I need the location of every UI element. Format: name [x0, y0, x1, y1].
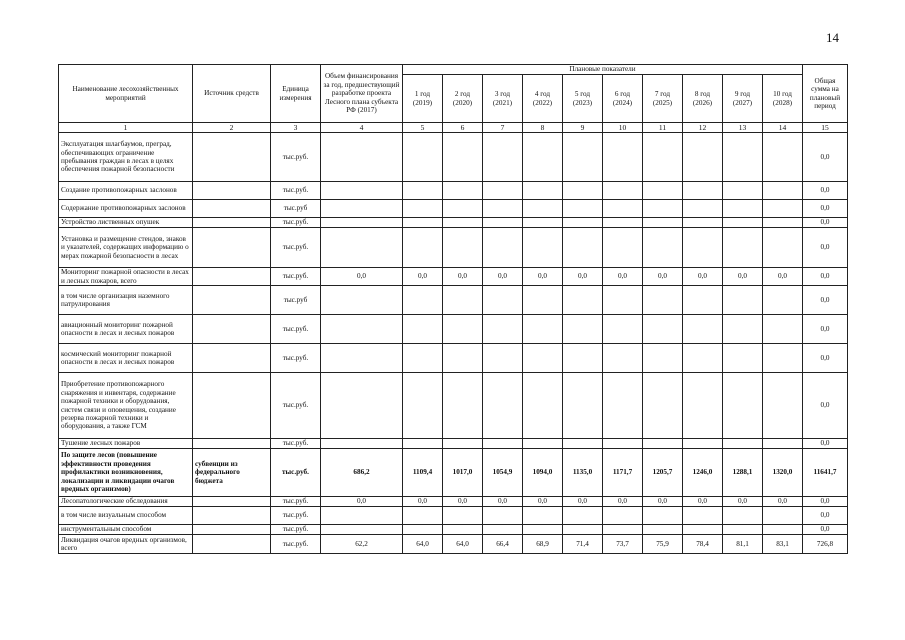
- row-source: [193, 439, 271, 449]
- row-year-value: 0,0: [443, 268, 483, 286]
- row-unit: тыс.руб.: [271, 228, 321, 268]
- row-year-value: [563, 507, 603, 525]
- table-row: [59, 228, 848, 268]
- row-year-value: [723, 525, 763, 535]
- row-year-value: [563, 525, 603, 535]
- row-source: [193, 200, 271, 218]
- row-unit: тыс.руб.: [271, 439, 321, 449]
- row-year-value: [483, 228, 523, 268]
- row-name: Эксплуатация шлагбаумов, преград, обеспечивающих ограничение пребывания граждан в лесах в целях обеспечения пожарной безопасности: [59, 133, 193, 182]
- row-year-value: [603, 133, 643, 182]
- row-year-value: 0,0: [603, 497, 643, 507]
- header-year-9: 9 год (2027): [723, 75, 763, 123]
- row-year-value: 1205,7: [643, 449, 683, 497]
- header-name: Наименование лесохозяйственных мероприятий: [59, 65, 193, 123]
- row-year-value: [683, 507, 723, 525]
- row-year-value: [603, 315, 643, 344]
- table-row: [59, 315, 848, 344]
- header-unit: Единица измерения: [271, 65, 321, 123]
- table-row: [59, 535, 848, 554]
- row-year-value: [483, 182, 523, 200]
- row-year-value: 0,0: [643, 268, 683, 286]
- row-year-value: 0,0: [483, 268, 523, 286]
- column-number: 10: [603, 123, 643, 133]
- row-year-value: [483, 439, 523, 449]
- row-year-value: [403, 439, 443, 449]
- header-volume: Объем финансирования за год, предшествующий разработке проекта Лесного плана субъекта РФ (2017): [321, 65, 403, 123]
- row-year-value: 1017,0: [443, 449, 483, 497]
- row-year-value: 71,4: [563, 535, 603, 554]
- row-total: 0,0: [803, 373, 848, 439]
- header-year-6: 6 год (2024): [603, 75, 643, 123]
- row-year-value: [603, 344, 643, 373]
- row-total: 0,0: [803, 268, 848, 286]
- row-year-value: [763, 133, 803, 182]
- row-year-value: [643, 507, 683, 525]
- row-year-value: [643, 133, 683, 182]
- row-year-value: [523, 133, 563, 182]
- row-year-value: [763, 315, 803, 344]
- row-volume: [321, 200, 403, 218]
- row-year-value: 66,4: [483, 535, 523, 554]
- row-year-value: [683, 344, 723, 373]
- row-unit: тыс.руб: [271, 200, 321, 218]
- row-volume: [321, 439, 403, 449]
- row-year-value: 0,0: [563, 497, 603, 507]
- table-row: [59, 218, 848, 228]
- row-year-value: 1054,9: [483, 449, 523, 497]
- row-year-value: [763, 182, 803, 200]
- row-total: 0,0: [803, 497, 848, 507]
- row-year-value: [403, 133, 443, 182]
- header-year-3: 3 год (2021): [483, 75, 523, 123]
- header-year-8: 8 год (2026): [683, 75, 723, 123]
- row-year-value: [763, 200, 803, 218]
- row-year-value: [603, 218, 643, 228]
- row-year-value: [723, 315, 763, 344]
- row-year-value: [643, 525, 683, 535]
- row-year-value: 64,0: [403, 535, 443, 554]
- row-year-value: 0,0: [683, 268, 723, 286]
- row-year-value: [563, 315, 603, 344]
- row-year-value: [643, 315, 683, 344]
- row-year-value: [683, 315, 723, 344]
- row-year-value: [483, 344, 523, 373]
- column-number: 4: [321, 123, 403, 133]
- row-year-value: 0,0: [403, 497, 443, 507]
- table-row: [59, 133, 848, 182]
- row-name: Ликвидация очагов вредных организмов, всего: [59, 535, 193, 554]
- table-row: [59, 449, 848, 497]
- row-year-value: 0,0: [683, 497, 723, 507]
- row-unit: тыс.руб.: [271, 133, 321, 182]
- row-year-value: [483, 525, 523, 535]
- row-unit: тыс.руб.: [271, 373, 321, 439]
- row-unit: тыс.руб.: [271, 535, 321, 554]
- row-year-value: 0,0: [763, 497, 803, 507]
- row-volume: 62,2: [321, 535, 403, 554]
- table-row: [59, 200, 848, 218]
- header-year-7: 7 год (2025): [643, 75, 683, 123]
- row-year-value: 0,0: [483, 497, 523, 507]
- row-total: 0,0: [803, 200, 848, 218]
- row-year-value: 0,0: [523, 497, 563, 507]
- row-name: Тушение лесных пожаров: [59, 439, 193, 449]
- row-year-value: 0,0: [643, 497, 683, 507]
- row-year-value: [683, 228, 723, 268]
- header-total: Общая сумма на плановый период: [803, 65, 848, 123]
- header-year-10: 10 год (2028): [763, 75, 803, 123]
- row-year-value: [723, 286, 763, 315]
- row-total: 11641,7: [803, 449, 848, 497]
- column-number: 2: [193, 123, 271, 133]
- row-year-value: [563, 133, 603, 182]
- row-year-value: [603, 439, 643, 449]
- page-number: 14: [826, 30, 839, 45]
- row-source: субвенции из федерального бюджета: [193, 449, 271, 497]
- row-source: [193, 525, 271, 535]
- row-year-value: [683, 525, 723, 535]
- row-source: [193, 497, 271, 507]
- table-row: [59, 507, 848, 525]
- row-year-value: [723, 218, 763, 228]
- row-year-value: 1246,0: [683, 449, 723, 497]
- row-unit: тыс.руб.: [271, 344, 321, 373]
- row-year-value: [603, 200, 643, 218]
- row-year-value: [563, 182, 603, 200]
- row-volume: 686,2: [321, 449, 403, 497]
- column-number: 5: [403, 123, 443, 133]
- column-number: 1: [59, 123, 193, 133]
- row-year-value: [403, 200, 443, 218]
- row-source: [193, 228, 271, 268]
- row-year-value: 1288,1: [723, 449, 763, 497]
- row-year-value: [443, 439, 483, 449]
- row-year-value: 0,0: [563, 268, 603, 286]
- row-year-value: 0,0: [523, 268, 563, 286]
- row-total: 0,0: [803, 344, 848, 373]
- row-year-value: [603, 228, 643, 268]
- forest-plan-table: [58, 64, 848, 554]
- row-year-value: [483, 373, 523, 439]
- table-row: [59, 497, 848, 507]
- row-year-value: 0,0: [443, 497, 483, 507]
- row-total: 0,0: [803, 286, 848, 315]
- column-number: 15: [803, 123, 848, 133]
- row-year-value: 68,9: [523, 535, 563, 554]
- row-source: [193, 535, 271, 554]
- column-number: 7: [483, 123, 523, 133]
- row-total: 0,0: [803, 525, 848, 535]
- row-year-value: [643, 286, 683, 315]
- row-total: 0,0: [803, 439, 848, 449]
- row-year-value: [523, 439, 563, 449]
- row-year-value: [443, 344, 483, 373]
- header-year-5: 5 год (2023): [563, 75, 603, 123]
- row-year-value: [523, 373, 563, 439]
- row-year-value: [683, 218, 723, 228]
- row-name: Установка и размещение стендов, знаков и указателей, содержащих информацию о мерах пожарной безопасности в лесах: [59, 228, 193, 268]
- row-volume: [321, 286, 403, 315]
- row-year-value: [643, 344, 683, 373]
- row-year-value: [683, 286, 723, 315]
- row-year-value: [403, 228, 443, 268]
- table-row: [59, 439, 848, 449]
- column-number: 9: [563, 123, 603, 133]
- row-total: 0,0: [803, 133, 848, 182]
- row-year-value: [563, 439, 603, 449]
- row-unit: тыс.руб.: [271, 449, 321, 497]
- row-year-value: [603, 525, 643, 535]
- row-year-value: [403, 218, 443, 228]
- table-row: [59, 525, 848, 535]
- row-year-value: [523, 286, 563, 315]
- row-year-value: [643, 439, 683, 449]
- row-name: Содержание противопожарных заслонов: [59, 200, 193, 218]
- row-year-value: [763, 228, 803, 268]
- row-name: инструментальным способом: [59, 525, 193, 535]
- row-year-value: [483, 218, 523, 228]
- row-volume: [321, 228, 403, 268]
- row-unit: тыс.руб: [271, 286, 321, 315]
- row-name: в том числе визуальным способом: [59, 507, 193, 525]
- row-year-value: [603, 286, 643, 315]
- header-planned: Плановые показатели: [403, 65, 803, 75]
- row-year-value: [603, 507, 643, 525]
- row-volume: [321, 133, 403, 182]
- row-year-value: [683, 200, 723, 218]
- row-year-value: 81,1: [723, 535, 763, 554]
- row-year-value: 75,9: [643, 535, 683, 554]
- row-year-value: [523, 507, 563, 525]
- row-year-value: [403, 373, 443, 439]
- row-year-value: [723, 228, 763, 268]
- row-year-value: [683, 373, 723, 439]
- column-number: 14: [763, 123, 803, 133]
- row-year-value: [403, 315, 443, 344]
- row-year-value: [443, 315, 483, 344]
- row-source: [193, 133, 271, 182]
- row-year-value: [643, 182, 683, 200]
- row-year-value: [723, 133, 763, 182]
- row-year-value: [403, 525, 443, 535]
- row-total: 726,8: [803, 535, 848, 554]
- row-total: 0,0: [803, 218, 848, 228]
- row-volume: [321, 315, 403, 344]
- row-volume: [321, 218, 403, 228]
- row-total: 0,0: [803, 507, 848, 525]
- row-year-value: [483, 200, 523, 218]
- row-unit: тыс.руб.: [271, 315, 321, 344]
- row-year-value: [723, 200, 763, 218]
- row-year-value: [403, 182, 443, 200]
- row-name: Приобретение противопожарного снаряжения и инвентаря, содержание пожарной техники и оборудования, систем связи и оповещения, создание резерва пожарной техники и оборудования, а также ГСМ: [59, 373, 193, 439]
- row-year-value: [523, 315, 563, 344]
- row-year-value: [483, 507, 523, 525]
- row-unit: тыс.руб.: [271, 525, 321, 535]
- row-unit: тыс.руб.: [271, 507, 321, 525]
- column-number: 12: [683, 123, 723, 133]
- row-year-value: 78,4: [683, 535, 723, 554]
- row-name: в том числе организация наземного патрулирования: [59, 286, 193, 315]
- row-year-value: [683, 133, 723, 182]
- row-source: [193, 286, 271, 315]
- row-year-value: [483, 315, 523, 344]
- row-year-value: 1320,0: [763, 449, 803, 497]
- row-year-value: 0,0: [603, 268, 643, 286]
- row-year-value: [523, 344, 563, 373]
- row-year-value: [483, 133, 523, 182]
- row-year-value: [603, 373, 643, 439]
- row-volume: [321, 507, 403, 525]
- row-name: По защите лесов (повышение эффективности проведения профилактики возникновения, локализации и ликвидации очагов вредных организмов): [59, 449, 193, 497]
- row-year-value: [443, 218, 483, 228]
- row-year-value: [763, 373, 803, 439]
- row-name: Лесопатологические обследования: [59, 497, 193, 507]
- row-year-value: [403, 344, 443, 373]
- row-year-value: [563, 373, 603, 439]
- row-year-value: [443, 182, 483, 200]
- table-row: [59, 182, 848, 200]
- row-year-value: [643, 218, 683, 228]
- row-name: Мониторинг пожарной опасности в лесах и лесных пожаров, всего: [59, 268, 193, 286]
- row-year-value: [763, 344, 803, 373]
- row-year-value: [683, 439, 723, 449]
- column-number: 8: [523, 123, 563, 133]
- row-year-value: [443, 133, 483, 182]
- row-total: 0,0: [803, 228, 848, 268]
- table-row: [59, 268, 848, 286]
- row-year-value: [563, 286, 603, 315]
- row-volume: 0,0: [321, 268, 403, 286]
- row-year-value: 0,0: [403, 268, 443, 286]
- row-source: [193, 507, 271, 525]
- column-number: 13: [723, 123, 763, 133]
- row-volume: [321, 373, 403, 439]
- row-year-value: [563, 228, 603, 268]
- row-year-value: [563, 218, 603, 228]
- row-year-value: [763, 286, 803, 315]
- row-name: космический мониторинг пожарной опасности в лесах и лесных пожаров: [59, 344, 193, 373]
- row-year-value: [403, 507, 443, 525]
- table-row: [59, 373, 848, 439]
- row-year-value: [523, 228, 563, 268]
- row-volume: [321, 525, 403, 535]
- row-year-value: [643, 228, 683, 268]
- row-year-value: [643, 200, 683, 218]
- row-unit: тыс.руб.: [271, 218, 321, 228]
- row-unit: тыс.руб.: [271, 182, 321, 200]
- row-year-value: [443, 200, 483, 218]
- row-year-value: [723, 373, 763, 439]
- row-source: [193, 344, 271, 373]
- row-year-value: 0,0: [723, 497, 763, 507]
- row-year-value: [763, 218, 803, 228]
- row-year-value: [483, 286, 523, 315]
- row-volume: [321, 344, 403, 373]
- row-year-value: 0,0: [763, 268, 803, 286]
- column-number: 6: [443, 123, 483, 133]
- row-year-value: [443, 228, 483, 268]
- row-year-value: [643, 373, 683, 439]
- row-source: [193, 218, 271, 228]
- row-year-value: 1109,4: [403, 449, 443, 497]
- header-year-1: 1 год (2019): [403, 75, 443, 123]
- row-total: 0,0: [803, 315, 848, 344]
- row-source: [193, 315, 271, 344]
- row-year-value: [683, 182, 723, 200]
- row-name: авиационный мониторинг пожарной опасности в лесах и лесных пожаров: [59, 315, 193, 344]
- row-volume: 0,0: [321, 497, 403, 507]
- row-year-value: [523, 182, 563, 200]
- row-year-value: [723, 507, 763, 525]
- row-year-value: [723, 439, 763, 449]
- row-total: 0,0: [803, 182, 848, 200]
- row-year-value: 73,7: [603, 535, 643, 554]
- row-year-value: [443, 507, 483, 525]
- row-year-value: [523, 200, 563, 218]
- column-number: 3: [271, 123, 321, 133]
- row-year-value: 1135,0: [563, 449, 603, 497]
- row-source: [193, 373, 271, 439]
- row-year-value: [763, 439, 803, 449]
- row-unit: тыс.руб.: [271, 268, 321, 286]
- row-source: [193, 182, 271, 200]
- row-year-value: [443, 373, 483, 439]
- row-year-value: 1094,0: [523, 449, 563, 497]
- row-unit: тыс.руб.: [271, 497, 321, 507]
- header-year-2: 2 год (2020): [443, 75, 483, 123]
- row-year-value: [723, 344, 763, 373]
- column-number: 11: [643, 123, 683, 133]
- row-year-value: [563, 200, 603, 218]
- row-year-value: [443, 286, 483, 315]
- row-year-value: 1171,7: [603, 449, 643, 497]
- row-year-value: [403, 286, 443, 315]
- row-year-value: [723, 182, 763, 200]
- row-year-value: 0,0: [723, 268, 763, 286]
- table-row: [59, 286, 848, 315]
- row-source: [193, 268, 271, 286]
- row-name: Создание противопожарных заслонов: [59, 182, 193, 200]
- row-year-value: [763, 525, 803, 535]
- row-year-value: [603, 182, 643, 200]
- row-volume: [321, 182, 403, 200]
- row-name: Устройство лиственных опушек: [59, 218, 193, 228]
- table-row: [59, 344, 848, 373]
- row-year-value: [523, 218, 563, 228]
- row-year-value: [523, 525, 563, 535]
- row-year-value: 83,1: [763, 535, 803, 554]
- row-year-value: [763, 507, 803, 525]
- row-year-value: 64,0: [443, 535, 483, 554]
- header-year-4: 4 год (2022): [523, 75, 563, 123]
- header-source: Источник средств: [193, 65, 271, 123]
- row-year-value: [443, 525, 483, 535]
- row-year-value: [563, 344, 603, 373]
